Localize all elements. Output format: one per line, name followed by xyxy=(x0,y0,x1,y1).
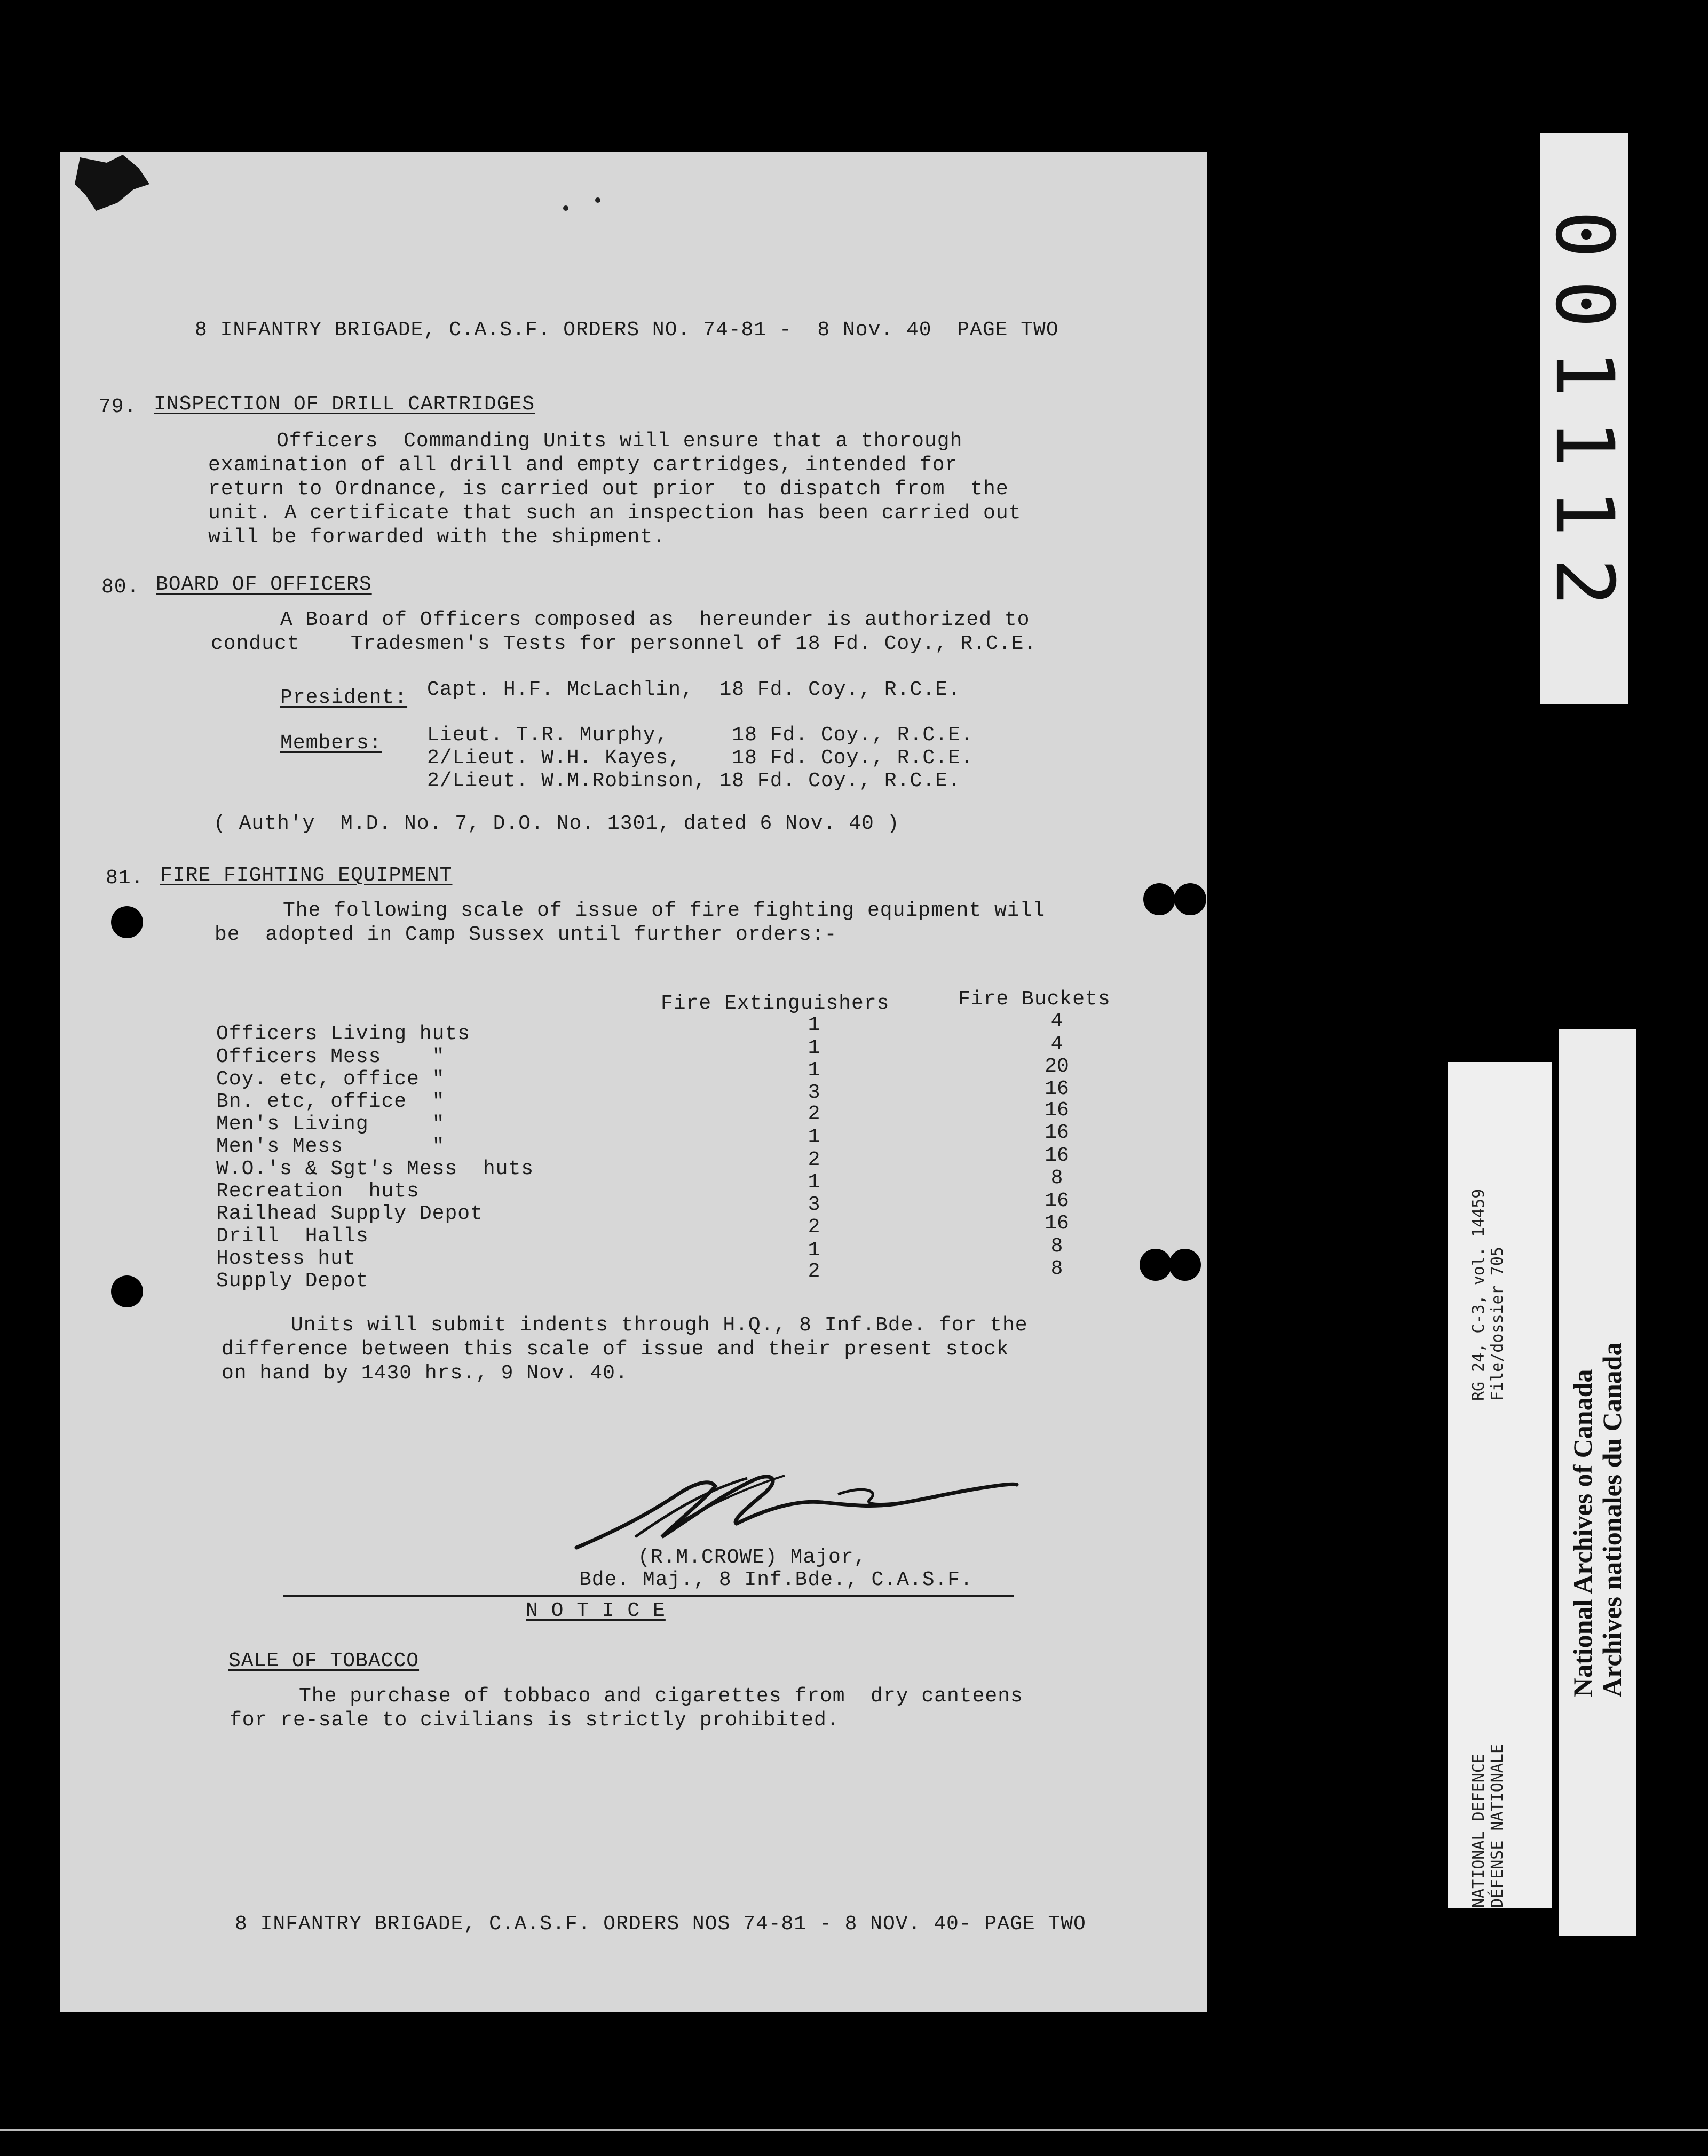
table-cell-buckets: 16 xyxy=(1045,1144,1069,1167)
punch-hole xyxy=(1174,883,1206,915)
table-row-label: Bn. etc, office " xyxy=(216,1090,445,1113)
punch-hole xyxy=(111,906,143,938)
table-row-label: Officers Living huts xyxy=(216,1022,471,1045)
table-cell-extinguishers: 2 xyxy=(808,1260,820,1283)
ink-blot xyxy=(75,152,155,216)
department-line: DÉFENSE NATIONALE xyxy=(1488,1743,1507,1908)
table-cell-buckets: 16 xyxy=(1045,1212,1069,1235)
table-cell-buckets: 4 xyxy=(1050,1010,1063,1033)
table-cell-extinguishers: 1 xyxy=(808,1171,820,1194)
table-cell-extinguishers: 2 xyxy=(808,1148,820,1171)
authority-line: ( Auth'y M.D. No. 7, D.O. No. 1301, dated 6 Nov. 40 ) xyxy=(213,812,900,835)
archive-reference-line: File/dossier 705 xyxy=(1488,1247,1507,1401)
section-81-line: The following scale of issue of fire fighting equipment will xyxy=(283,899,1046,922)
archive-stamp-number: 001112 xyxy=(1537,210,1631,628)
table-cell-extinguishers: 3 xyxy=(808,1081,820,1104)
section-81-line: be adopted in Camp Sussex until further orders:- xyxy=(215,923,837,946)
table-row-label: Supply Depot xyxy=(216,1270,369,1293)
table-cell-buckets: 8 xyxy=(1050,1167,1063,1190)
notice-line: for re-sale to civilians is strictly prohibited. xyxy=(230,1709,840,1732)
table-cell-buckets: 16 xyxy=(1045,1099,1069,1122)
table-row-label: Hostess hut xyxy=(216,1247,356,1270)
section-79-number: 79. xyxy=(99,395,137,418)
section-79-line: will be forwarded with the shipment. xyxy=(208,526,666,549)
table-cell-buckets: 20 xyxy=(1045,1055,1069,1078)
section-81-number: 81. xyxy=(106,867,144,890)
table-cell-extinguishers: 1 xyxy=(808,1239,820,1262)
punch-hole xyxy=(1143,883,1175,915)
table-cell-buckets: 16 xyxy=(1045,1077,1069,1100)
table-row-label: Railhead Supply Depot xyxy=(216,1202,483,1225)
section-79-line: examination of all drill and empty cartridges, intended for xyxy=(208,454,958,477)
page-header: 8 INFANTRY BRIGADE, C.A.S.F. ORDERS NO. 74-81 - 8 Nov. 40 PAGE TWO xyxy=(195,319,1059,342)
section-80-line: A Board of Officers composed as hereunder is authorized to xyxy=(280,608,1030,631)
table-cell-extinguishers: 1 xyxy=(808,1059,820,1082)
section-81-closing: on hand by 1430 hrs., 9 Nov. 40. xyxy=(222,1362,628,1385)
table-row-label: Men's Mess " xyxy=(216,1135,445,1158)
section-79-line: Officers Commanding Units will ensure that a thorough xyxy=(276,430,963,453)
table-cell-extinguishers: 1 xyxy=(808,1125,820,1148)
table-cell-buckets: 4 xyxy=(1050,1033,1063,1056)
signatory-title: Bde. Maj., 8 Inf.Bde., C.A.S.F. xyxy=(579,1568,973,1591)
table-row-label: W.O.'s & Sgt's Mess huts xyxy=(216,1158,534,1180)
president-label: President: xyxy=(280,686,408,709)
punch-hole xyxy=(111,1275,143,1307)
section-81-closing: difference between this scale of issue and their present stock xyxy=(222,1338,1009,1361)
section-80-line: conduct Tradesmen's Tests for personnel of 18 Fd. Coy., R.C.E. xyxy=(211,632,1037,655)
section-80-number: 80. xyxy=(101,576,140,599)
table-row-label: Drill Halls xyxy=(216,1225,369,1248)
table-row-label: Coy. etc, office " xyxy=(216,1068,445,1091)
table-cell-buckets: 8 xyxy=(1050,1235,1063,1258)
signature-rule xyxy=(283,1595,1014,1597)
president-name: Capt. H.F. McLachlin, 18 Fd. Coy., R.C.E. xyxy=(427,678,961,701)
column-header-extinguishers: Fire Extinguishers xyxy=(661,992,890,1015)
table-cell-extinguishers: 3 xyxy=(808,1193,820,1216)
page-footer: 8 INFANTRY BRIGADE, C.A.S.F. ORDERS NOS 74-81 - 8 NOV. 40- PAGE TWO xyxy=(235,1913,1086,1936)
table-row-label: Officers Mess " xyxy=(216,1045,445,1068)
department-line: NATIONAL DEFENCE xyxy=(1469,1754,1488,1908)
member-entry: Lieut. T.R. Murphy, 18 Fd. Coy., R.C.E. xyxy=(427,724,974,747)
scan-border xyxy=(0,2129,1708,2131)
section-79-line: unit. A certificate that such an inspection has been carried out xyxy=(208,502,1022,525)
section-81-title: FIRE FIGHTING EQUIPMENT xyxy=(160,864,453,887)
archive-name-line: National Archives of Canada xyxy=(1568,1369,1598,1697)
section-79-line: return to Ordnance, is carried out prior to dispatch from the xyxy=(208,478,1009,501)
column-header-buckets: Fire Buckets xyxy=(958,988,1111,1011)
table-cell-buckets: 16 xyxy=(1045,1190,1069,1212)
table-row-label: Men's Living " xyxy=(216,1113,445,1136)
table-row-label: Recreation huts xyxy=(216,1180,420,1203)
archive-reference-line: RG 24, C-3, vol. 14459 xyxy=(1469,1188,1488,1401)
section-80-title: BOARD OF OFFICERS xyxy=(156,573,372,596)
table-cell-extinguishers: 2 xyxy=(808,1216,820,1239)
notice-subheading: SALE OF TOBACCO xyxy=(228,1650,420,1673)
table-cell-extinguishers: 2 xyxy=(808,1103,820,1125)
members-label: Members: xyxy=(280,732,382,755)
notice-heading: N O T I C E xyxy=(526,1599,666,1622)
signatory-name: (R.M.CROWE) Major, xyxy=(638,1546,867,1569)
speck xyxy=(563,205,568,211)
table-cell-extinguishers: 1 xyxy=(808,1013,820,1036)
punch-hole xyxy=(1140,1249,1172,1281)
handwritten-signature xyxy=(571,1457,1019,1558)
member-entry: 2/Lieut. W.M.Robinson, 18 Fd. Coy., R.C.E. xyxy=(427,770,961,792)
member-entry: 2/Lieut. W.H. Kayes, 18 Fd. Coy., R.C.E. xyxy=(427,747,974,770)
table-cell-buckets: 8 xyxy=(1050,1257,1063,1280)
archive-name-line: Archives nationales du Canada xyxy=(1597,1342,1627,1697)
table-cell-extinguishers: 1 xyxy=(808,1036,820,1059)
section-79-title: INSPECTION OF DRILL CARTRIDGES xyxy=(154,393,535,416)
notice-line: The purchase of tobbaco and cigarettes from dry canteens xyxy=(299,1685,1023,1708)
speck xyxy=(595,197,600,203)
section-81-closing: Units will submit indents through H.Q., 8 Inf.Bde. for the xyxy=(291,1314,1028,1337)
table-cell-buckets: 16 xyxy=(1045,1121,1069,1144)
punch-hole xyxy=(1169,1249,1201,1281)
